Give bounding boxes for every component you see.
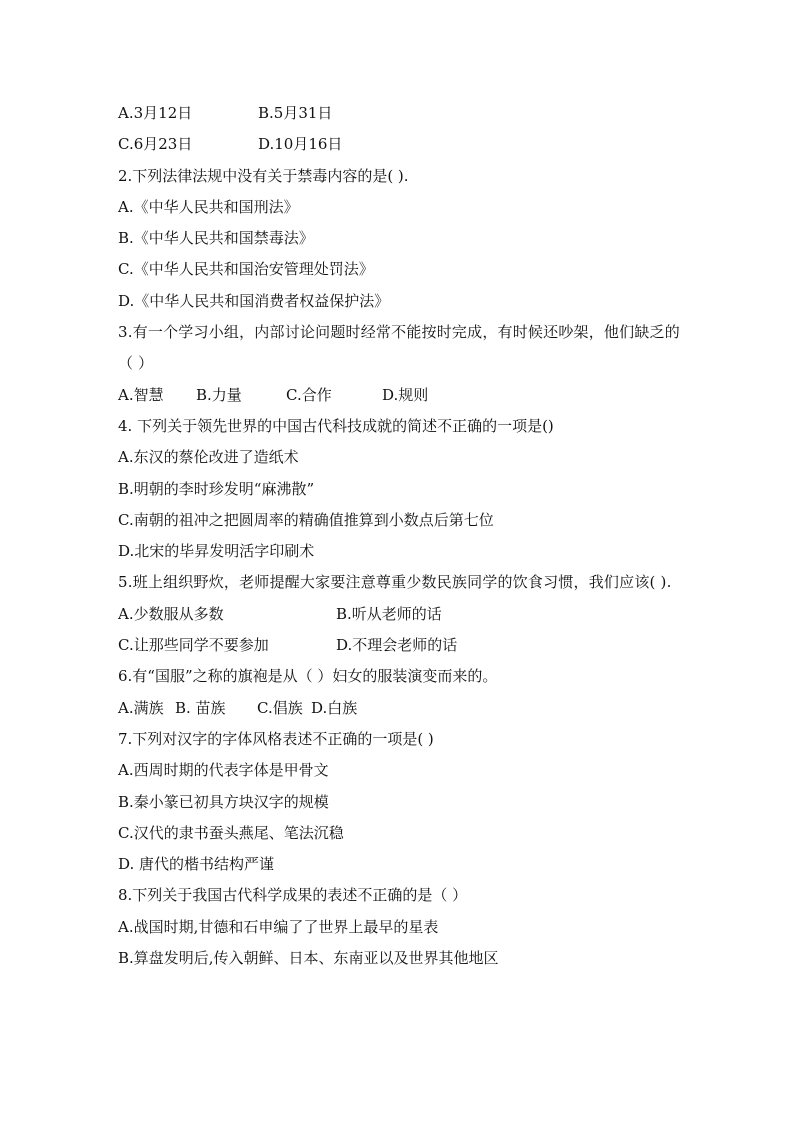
q2-option-c: C.《中华人民共和国治安管理处罚法》 [118,260,374,279]
q6-stem: 6.有“国服”之称的旗袍是从（ ）妇女的服装演变而来的。 [118,667,498,686]
q5-option-b: B.听从老师的话 [336,604,442,623]
q3-options [118,380,680,411]
q5-options-row-1 [118,599,680,630]
q1-option-c: C.6月23日 [118,135,193,154]
q1-options-row-1 [118,98,680,129]
q5-option-c: C.让那些同学不要参加 [118,636,269,655]
q3-option-c: C.合作 [286,385,332,404]
q3-stem: 3.有一个学习小组，内部讨论问题时经常不能按时完成，有时候还吵架，他们缺乏的（ ） [118,323,680,373]
q2-stem: 2.下列法律法规中没有关于禁毒内容的是( ). [118,166,409,185]
q5-stem: 5.班上组织野炊，老师提醒大家要注意尊重少数民族同学的饮食习惯，我们应该( ). [118,573,672,592]
q1-option-d: D.10月16日 [258,135,343,154]
q2-option-d: D.《中华人民共和国消费者权益保护法》 [118,291,390,310]
q7-stem: 7.下列对汉字的字体风格表述不正确的一项是( ) [118,729,434,748]
q3-option-a: A.智慧 [118,385,164,404]
q5-option-a: A.少数服从多数 [118,604,224,623]
q7-option-c: C.汉代的隶书蚕头燕尾、笔法沉稳 [118,823,344,842]
q6-option-c: C.倡族 [257,698,303,717]
q5-options-row-2 [118,630,680,661]
q1-option-b: B.5月31日 [258,104,333,122]
q5-option-d: D.不理会老师的话 [336,636,458,655]
q3-option-d: D.规则 [382,385,429,404]
q6-option-d: D.白族 [311,698,358,717]
q4-option-c: C.南朝的祖冲之把圆周率的精确值推算到小数点后第七位 [118,510,494,529]
q8-option-b: B.算盘发明后,传入朝鲜、日本、东南亚以及世界其他地区 [118,949,499,968]
q7-option-a: A.西周时期的代表字体是甲骨文 [118,761,329,780]
question-list [118,98,680,974]
q4-stem: 4. 下列关于领先世界的中国古代科技成就的简述不正确的一项是() [118,416,554,435]
q1-option-a: A.3月12日 [118,104,193,122]
q2-option-b: B.《中华人民共和国禁毒法》 [118,229,314,248]
q1-options-row-2 [118,129,680,160]
q6-option-a: A.满族 [118,698,164,717]
q3-option-b: B.力量 [196,385,242,404]
q8-option-a: A.战国时期,甘德和石申编了了世界上最早的星表 [118,917,439,936]
q6-options [118,693,680,724]
q4-option-a: A.东汉的蔡伦改进了造纸术 [118,448,299,467]
q4-option-b: B.明朝的李时珍发明“麻沸散” [118,479,315,498]
q7-option-d: D. 唐代的楷书结构严谨 [118,855,275,874]
q6-option-b: B. 苗族 [175,698,226,717]
q8-stem: 8.下列关于我国古代科学成果的表述不正确的是（ ） [118,886,468,905]
q2-option-a: A.《中华人民共和国刑法》 [118,197,299,216]
q4-option-d: D.北宋的毕昇发明活字印刷术 [118,542,315,561]
q7-option-b: B.秦小篆已初具方块汉字的规模 [118,792,329,811]
